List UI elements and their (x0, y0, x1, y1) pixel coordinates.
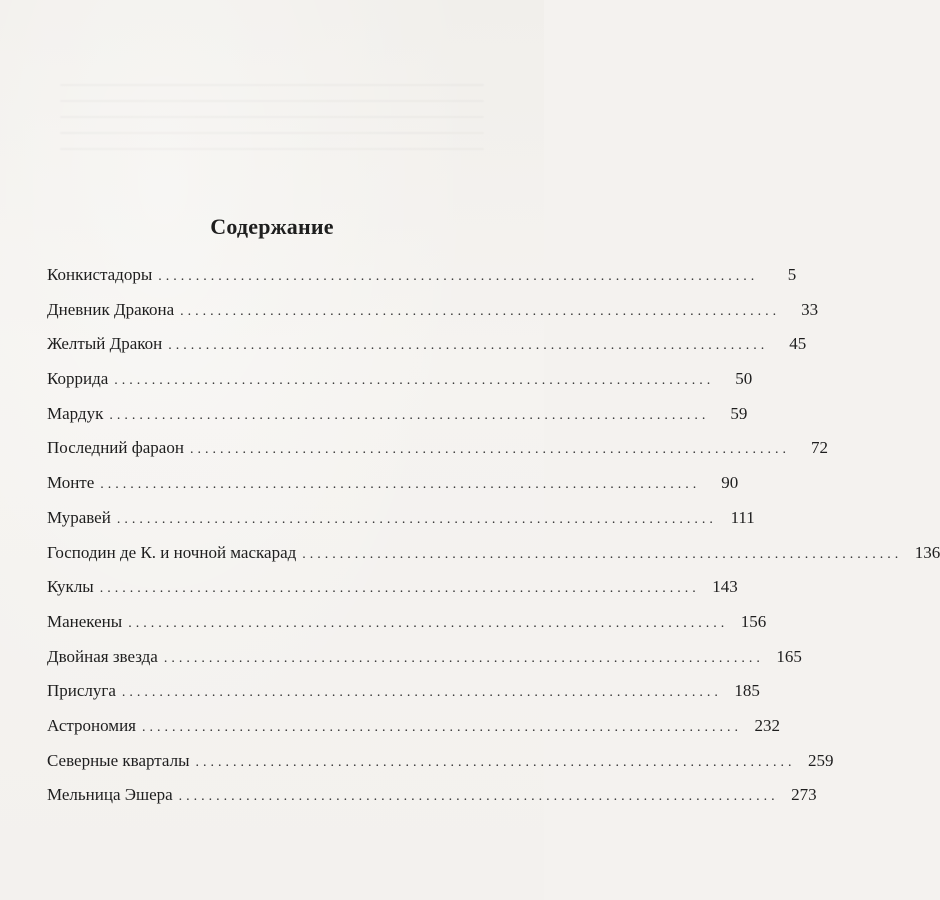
dot-leader: ................................................................................ (168, 338, 769, 354)
dot-leader: ................................................................................ (302, 546, 903, 562)
entry-title: Желтый Дракон (47, 334, 163, 354)
dot-leader: ................................................................................ (163, 650, 764, 666)
entry-page-number: 259 (808, 750, 834, 770)
dot-leader: ................................................................................ (109, 407, 710, 423)
entry-title: Двойная звезда (47, 646, 158, 666)
entry-page-number: 273 (791, 785, 817, 805)
entry-page-number: 136 (914, 542, 940, 562)
dot-leader: ................................................................................ (99, 581, 700, 597)
toc-entry (47, 501, 755, 536)
toc-entry (47, 709, 780, 744)
toc-entry (47, 431, 828, 466)
toc-entry (47, 744, 834, 779)
entry-page-number: 33 (801, 299, 819, 319)
entry-page-number: 185 (734, 681, 760, 701)
entry-page-number: 165 (776, 646, 802, 666)
entry-title: Мардук (47, 403, 104, 423)
toc-entry (47, 640, 802, 675)
toc-entry (47, 536, 940, 571)
entry-title: Монте (47, 473, 95, 493)
entry-page-number: 5 (787, 265, 797, 284)
toc-entry (47, 327, 807, 362)
dot-leader: ................................................................................ (121, 685, 722, 701)
dot-leader: ................................................................................ (189, 442, 790, 458)
dot-leader: ................................................................................ (100, 477, 701, 493)
dot-leader: ................................................................................ (114, 373, 715, 389)
dot-leader: ................................................................................ (128, 615, 729, 631)
toc-entry (47, 362, 753, 397)
entry-page-number: 50 (735, 369, 753, 389)
entry-page-number: 72 (810, 438, 828, 458)
entry-title: Конкистадоры (47, 265, 153, 284)
toc-heading: Содержание (210, 214, 334, 239)
entry-title: Господин де К. и ночной маскарад (47, 542, 297, 562)
entry-title: Астрономия (47, 715, 136, 735)
entry-title: Прислуга (47, 681, 116, 701)
entry-title: Коррида (47, 369, 109, 389)
entry-title: Муравей (47, 507, 111, 527)
dot-leader: ................................................................................ (158, 269, 759, 284)
toc-entry (47, 466, 739, 501)
bleed-through-text (60, 70, 484, 160)
entry-page-number: 111 (730, 507, 755, 527)
entry-title: Мельница Эшера (47, 785, 173, 805)
toc-entry (47, 397, 748, 432)
entry-page-number: 90 (721, 473, 739, 493)
dot-leader: ................................................................................ (195, 754, 796, 770)
toc-entry (47, 258, 797, 293)
dot-leader: ................................................................................ (116, 511, 717, 527)
dot-leader: ................................................................................ (141, 719, 742, 735)
entry-page-number: 143 (712, 577, 738, 597)
toc-entry (47, 570, 738, 605)
toc-entry (47, 605, 767, 640)
toc-entry (47, 778, 817, 813)
toc-entry (47, 674, 760, 709)
dot-leader: ................................................................................ (178, 789, 779, 805)
entry-title: Последний фараон (47, 438, 184, 458)
entry-page-number: 232 (754, 715, 780, 735)
entry-title: Северные кварталы (47, 750, 190, 770)
toc-entry (47, 293, 819, 328)
entry-page-number: 45 (789, 334, 807, 354)
entry-page-number: 156 (740, 611, 767, 631)
entry-page-number: 59 (730, 403, 748, 423)
entry-title: Дневник Дракона (47, 299, 175, 319)
dot-leader: ................................................................................ (180, 303, 781, 319)
table-of-contents (47, 258, 940, 813)
entry-title: Куклы (47, 577, 94, 597)
entry-title: Манекены (47, 611, 123, 631)
